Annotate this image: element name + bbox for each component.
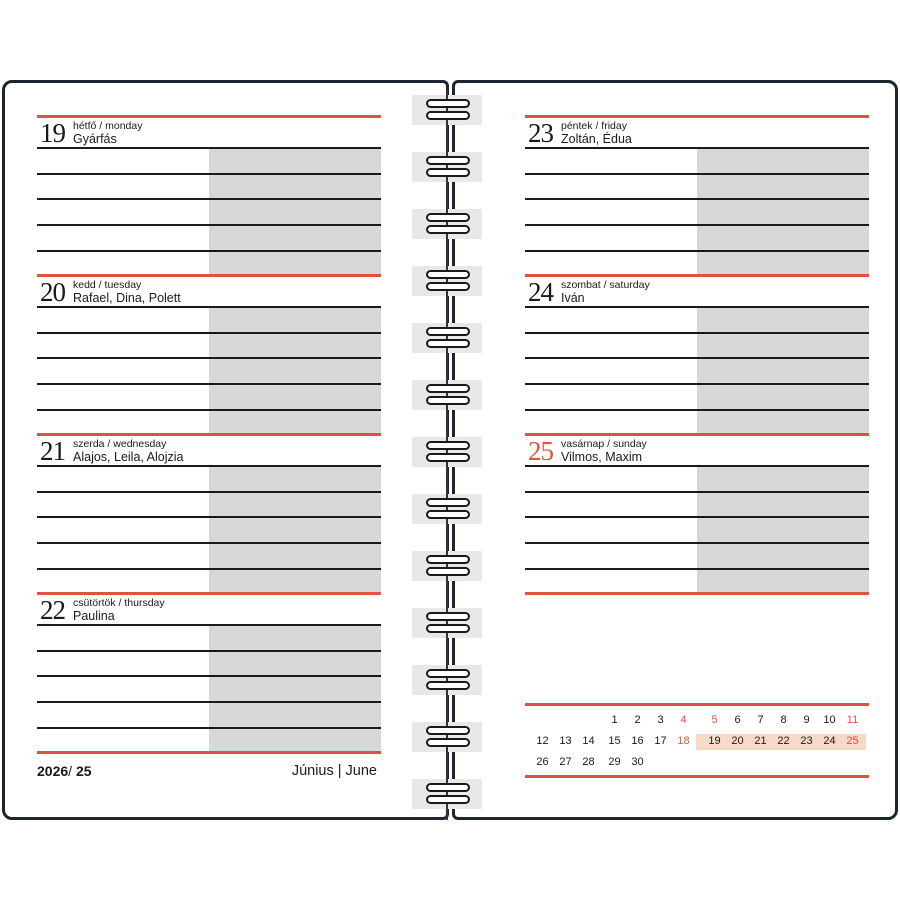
calendar-day: 24: [823, 735, 836, 747]
binding-ring: [426, 726, 470, 735]
calendar-day: 8: [780, 714, 787, 726]
binding-ring: [426, 624, 470, 633]
writing-line: [525, 332, 869, 334]
day-name: csütörtök / thursday: [73, 597, 165, 609]
week-end-separator: [525, 592, 869, 595]
day-header-line: [37, 624, 381, 626]
calendar-day: 22: [777, 735, 790, 747]
writing-line: [37, 650, 381, 652]
calendar-day: 6: [734, 714, 741, 726]
binding-ring: [426, 510, 470, 519]
day-header-line: [37, 465, 381, 467]
name-day: Vilmos, Maxim: [561, 450, 643, 464]
binding-ring: [426, 168, 470, 177]
name-day: Gyárfás: [73, 132, 117, 146]
day-separator: [37, 274, 381, 277]
binding-ring: [426, 795, 470, 804]
writing-line: [37, 198, 381, 200]
binding-ring: [426, 441, 470, 450]
day-name: péntek / friday: [561, 120, 627, 132]
binding-ring: [426, 498, 470, 507]
writing-line: [525, 250, 869, 252]
calendar-day: 14: [582, 735, 595, 747]
calendar-day: 16: [631, 735, 644, 747]
day-name: hétfő / monday: [73, 120, 143, 132]
mini-calendar: [525, 713, 869, 777]
calendar-day: 23: [800, 735, 813, 747]
calendar-day: 26: [536, 756, 549, 768]
left-page: [2, 80, 449, 820]
writing-line: [525, 357, 869, 359]
day-name: vasárnap / sunday: [561, 438, 647, 450]
shaded-area: [209, 625, 381, 752]
writing-line: [525, 409, 869, 411]
name-day: Paulina: [73, 609, 115, 623]
binding-ring: [426, 282, 470, 291]
calendar-row-3: [525, 755, 869, 771]
name-day: Zoltán, Édua: [561, 132, 632, 146]
writing-line: [37, 516, 381, 518]
year-week-label: [37, 763, 92, 779]
year-week-slash: /: [68, 763, 73, 779]
day-header-line: [525, 147, 869, 149]
writing-line: [37, 568, 381, 570]
calendar-day: 27: [559, 756, 572, 768]
year: 2026: [37, 763, 69, 779]
day-name: kedd / tuesday: [73, 279, 142, 291]
writing-line: [525, 568, 869, 570]
calendar-day: 17: [654, 735, 667, 747]
day-separator: [525, 115, 869, 118]
binding-ring: [426, 396, 470, 405]
writing-line: [37, 250, 381, 252]
binding-ring: [426, 339, 470, 348]
writing-line: [525, 516, 869, 518]
shaded-area: [209, 148, 381, 275]
calendar-row-1: [525, 713, 869, 729]
calendar-day: 25: [846, 735, 859, 747]
writing-line: [37, 727, 381, 729]
shaded-area: [697, 148, 869, 275]
day-block-sunday: [525, 433, 869, 593]
spiral-binding: [412, 90, 482, 820]
day-block-monday: [37, 115, 381, 275]
day-separator: [37, 592, 381, 595]
binding-ring: [426, 156, 470, 165]
calendar-day: 13: [559, 735, 572, 747]
writing-line: [37, 357, 381, 359]
writing-line: [525, 224, 869, 226]
calendar-day: 2: [634, 714, 641, 726]
calendar-day: 9: [803, 714, 810, 726]
shaded-area: [209, 307, 381, 434]
writing-line: [525, 173, 869, 175]
calendar-day: 4: [680, 714, 687, 726]
calendar-day: 7: [757, 714, 764, 726]
binding-ring: [426, 669, 470, 678]
name-day: Alajos, Leila, Alojzia: [73, 450, 184, 464]
binding-ring: [426, 327, 470, 336]
binding-ring: [426, 681, 470, 690]
binding-ring: [426, 270, 470, 279]
calendar-day: 12: [536, 735, 549, 747]
calendar-day: 1: [611, 714, 618, 726]
day-number: 24: [528, 277, 553, 307]
day-block-wednesday: [37, 433, 381, 593]
page-bottom-separator: [37, 751, 381, 754]
binding-ring: [426, 783, 470, 792]
calendar-row-2: [525, 734, 869, 750]
writing-line: [525, 491, 869, 493]
shaded-area: [697, 307, 869, 434]
calendar-day: 28: [582, 756, 595, 768]
day-block-saturday: [525, 274, 869, 434]
calendar-day: 19: [708, 735, 721, 747]
calendar-day: 20: [731, 735, 744, 747]
binding-ring: [426, 384, 470, 393]
day-separator: [525, 274, 869, 277]
calendar-day: 3: [657, 714, 664, 726]
day-number: 19: [40, 118, 65, 148]
binding-ring: [426, 213, 470, 222]
day-separator: [37, 115, 381, 118]
writing-line: [37, 409, 381, 411]
day-name: szerda / wednesday: [73, 438, 167, 450]
writing-line: [37, 224, 381, 226]
day-number: 25: [528, 436, 553, 466]
calendar-day: 30: [631, 756, 644, 768]
writing-line: [37, 542, 381, 544]
day-header-line: [37, 147, 381, 149]
day-name: szombat / saturday: [561, 279, 650, 291]
calendar-top-separator: [525, 703, 869, 706]
calendar-day: 21: [754, 735, 767, 747]
calendar-day: 11: [846, 714, 859, 726]
writing-line: [525, 198, 869, 200]
writing-line: [37, 491, 381, 493]
day-separator: [37, 433, 381, 436]
calendar-day: 15: [608, 735, 621, 747]
calendar-day: 18: [677, 735, 690, 747]
day-block-friday: [525, 115, 869, 275]
name-day: Rafael, Dina, Polett: [73, 291, 181, 305]
writing-line: [37, 173, 381, 175]
binding-ring: [426, 225, 470, 234]
day-number: 22: [40, 595, 65, 625]
day-block-thursday: [37, 592, 381, 752]
binding-ring: [426, 555, 470, 564]
writing-line: [37, 701, 381, 703]
calendar-day: 10: [823, 714, 836, 726]
binding-ring: [426, 738, 470, 747]
day-number: 21: [40, 436, 65, 466]
day-header-line: [37, 306, 381, 308]
day-block-tuesday: [37, 274, 381, 434]
shaded-area: [209, 466, 381, 593]
writing-line: [525, 542, 869, 544]
binding-ring: [426, 612, 470, 621]
right-page: [452, 80, 898, 820]
name-day: Iván: [561, 291, 585, 305]
day-header-line: [525, 465, 869, 467]
calendar-day: 5: [711, 714, 718, 726]
writing-line: [37, 383, 381, 385]
writing-line: [37, 675, 381, 677]
week-number: 25: [75, 763, 92, 779]
writing-line: [37, 332, 381, 334]
shaded-area: [697, 466, 869, 593]
calendar-bottom-separator: [525, 775, 869, 778]
binding-ring: [426, 111, 470, 120]
calendar-day: 29: [608, 756, 621, 768]
day-separator: [525, 433, 869, 436]
day-number: 20: [40, 277, 65, 307]
day-header-line: [525, 306, 869, 308]
binding-ring: [426, 99, 470, 108]
month-label: Június | June: [291, 763, 377, 779]
binding-ring: [426, 567, 470, 576]
day-number: 23: [528, 118, 553, 148]
writing-line: [525, 383, 869, 385]
binding-ring: [426, 453, 470, 462]
